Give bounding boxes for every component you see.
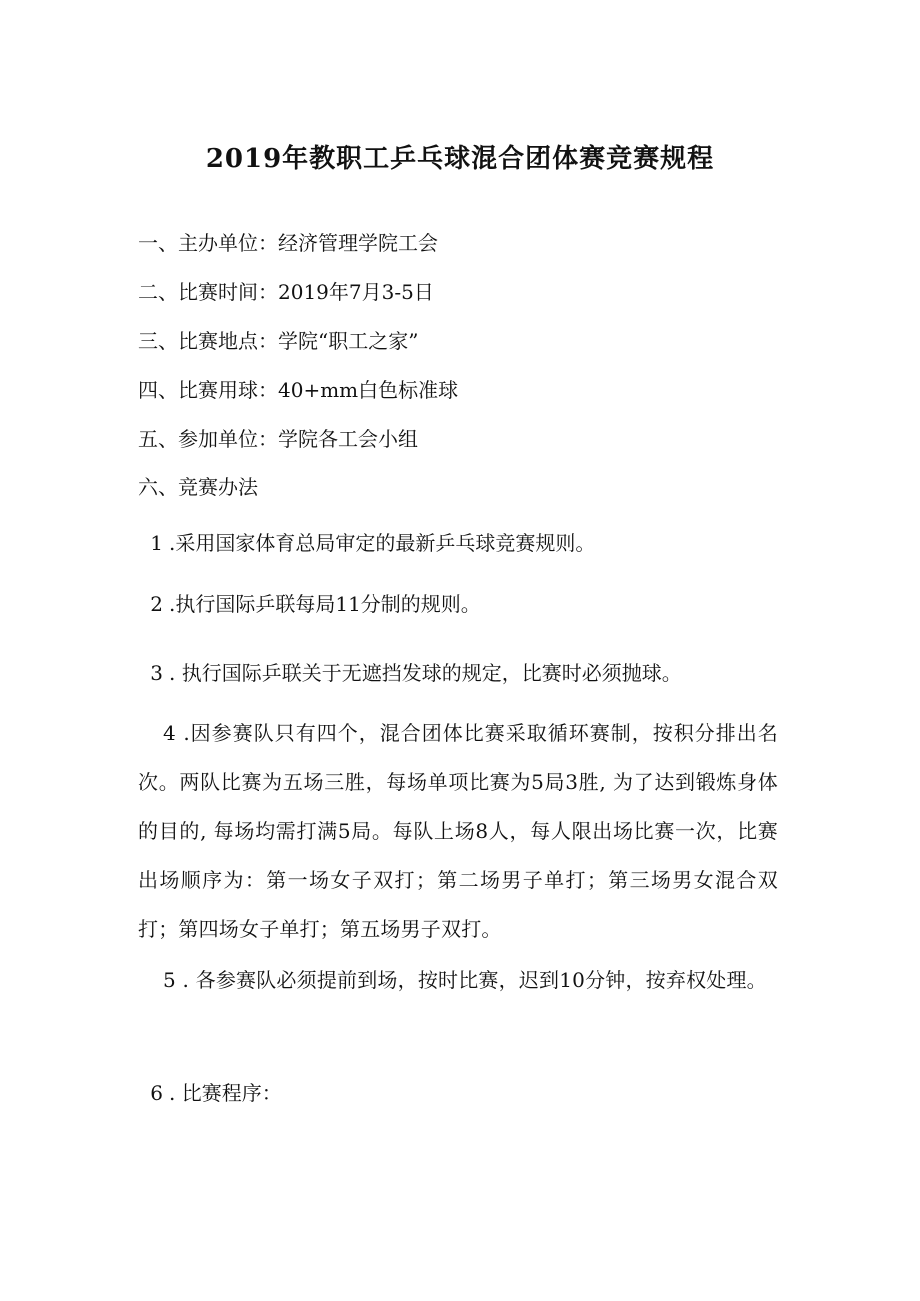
rule-text: . 比赛程序：	[169, 1081, 282, 1105]
rule-item	[138, 529, 595, 557]
rule-number: 3	[150, 661, 163, 685]
rule-item	[138, 709, 778, 954]
rule-number: 5	[163, 968, 176, 992]
rule-number: 1	[150, 531, 163, 555]
rule-text: .采用国家体育总局审定的最新乒乓球竞赛规则。	[169, 531, 596, 555]
rule-text: . 各参赛队必须提前到场，按时比赛，迟到10分钟，按弃权处理。	[182, 968, 767, 992]
section-ball: 四、比赛用球：40+mm白色标准球	[138, 378, 459, 402]
section-time: 二、比赛时间：2019年7月3-5日	[138, 280, 434, 304]
rule-number: 6	[150, 1081, 163, 1105]
rule-text: .执行国际乒联每局11分制的规则。	[169, 592, 481, 616]
rule-number: 4	[163, 721, 176, 745]
rule-text: . 执行国际乒联关于无遮挡发球的规定，比赛时必须抛球。	[169, 661, 682, 685]
document-title: 2019年教职工乒乓球混合团体赛竞赛规程	[205, 144, 715, 174]
section-organizer: 一、主办单位：经济管理学院工会	[138, 231, 438, 255]
rule-text: .因参赛队只有四个，混合团体比赛采取循环赛制，按积分排出名次。两队比赛为五场三胜，每场单项比赛为5局3胜, 为了达到锻炼身体的目的, 每场均需打满5局。每队上场8人，每人限出场比赛一次，比赛出场顺序为：第一场女子双打；第二场男子单打；第三场男女混合双打；第四场女子单打；第五场男子双打。	[138, 721, 778, 941]
section-participants: 五、参加单位：学院各工会小组	[138, 427, 418, 451]
rule-item	[138, 1079, 282, 1107]
rule-item	[138, 659, 682, 687]
section-competition-method: 六、竞赛办法	[138, 475, 258, 499]
rule-number: 2	[150, 592, 163, 616]
rule-item	[138, 590, 481, 618]
section-location: 三、比赛地点：学院“职工之家”	[138, 329, 419, 353]
rule-item	[138, 956, 778, 1005]
